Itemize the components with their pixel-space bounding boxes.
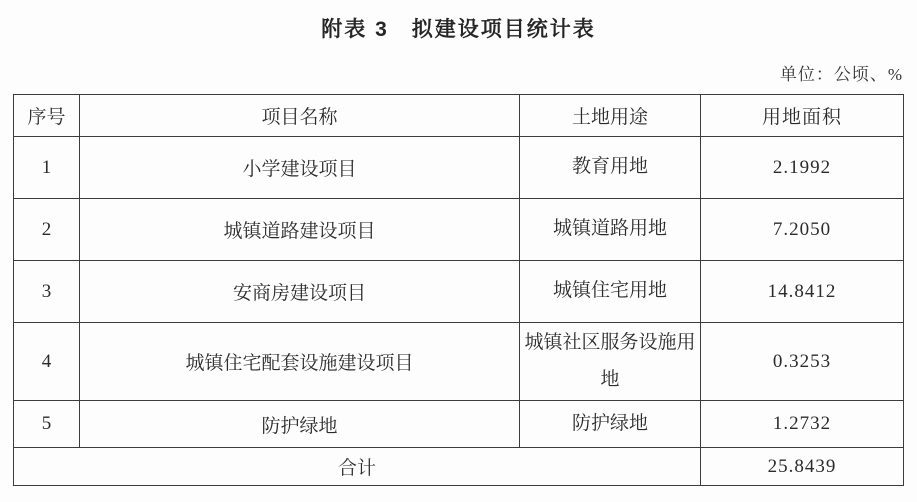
total-area-value: 25.8439: [701, 448, 904, 486]
table-row: [14, 199, 904, 261]
project-name-cell: 城镇住宅配套设施建设项目: [80, 323, 520, 401]
total-label: 合计: [14, 448, 701, 486]
serial-number-cell: 2: [14, 199, 80, 261]
serial-number-cell: 3: [14, 261, 80, 323]
header-serial-number: 序号: [14, 95, 80, 137]
serial-number-cell: 5: [14, 401, 80, 448]
header-project-name: 项目名称: [80, 95, 520, 137]
project-name-cell: 小学建设项目: [80, 137, 520, 199]
project-name-cell: 安商房建设项目: [80, 261, 520, 323]
total-row: [14, 448, 904, 486]
land-use-cell: 城镇住宅用地: [520, 261, 701, 323]
page-title: 附表 3 拟建设项目统计表: [321, 18, 596, 41]
project-name-cell: 城镇道路建设项目: [80, 199, 520, 261]
land-area-cell: 2.1992: [701, 137, 904, 199]
serial-number-cell: 4: [14, 323, 80, 401]
project-name-cell: 防护绿地: [80, 401, 520, 448]
land-area-cell: 14.8412: [701, 261, 904, 323]
land-use-cell: 防护绿地: [520, 401, 701, 448]
land-area-cell: 7.2050: [701, 199, 904, 261]
land-use-cell: 教育用地: [520, 137, 701, 199]
table-row: [14, 401, 904, 448]
header-land-area: 用地面积: [701, 95, 904, 137]
table-row: [14, 323, 904, 401]
serial-number-cell: 1: [14, 137, 80, 199]
table-row: [14, 137, 904, 199]
land-area-cell: 0.3253: [701, 323, 904, 401]
land-use-cell: 城镇社区服务设施用地: [520, 323, 701, 401]
land-use-cell: 城镇道路用地: [520, 199, 701, 261]
table-row: [14, 261, 904, 323]
table-header-row: [14, 95, 904, 137]
projects-table: [13, 94, 904, 486]
unit-note: 单位：公顷、%: [779, 65, 903, 84]
land-area-cell: 1.2732: [701, 401, 904, 448]
table-body: [14, 137, 904, 448]
header-land-use: 土地用途: [520, 95, 701, 137]
